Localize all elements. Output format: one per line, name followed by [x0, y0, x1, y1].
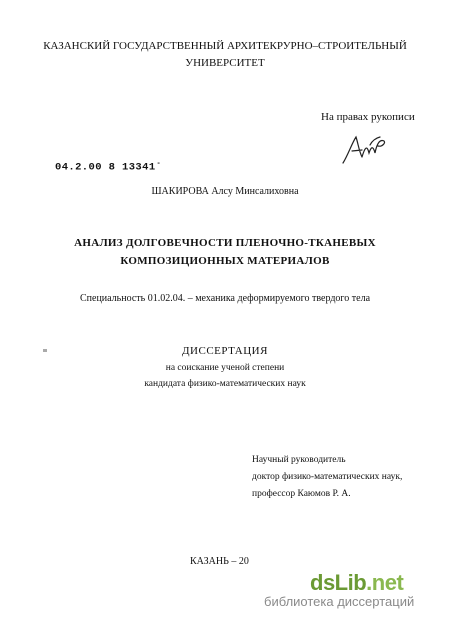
specialty: Специальность 01.02.04. – механика деформируемого твердого тела: [79, 293, 371, 304]
thesis-title-line1: АНАЛИЗ ДОЛГОВЕЧНОСТИ ПЛЕНОЧНО-ТКАНЕВЫХ: [74, 237, 376, 249]
degree-line1: на соискание ученой степени: [165, 363, 285, 373]
manuscript-rights: На правах рукописи: [321, 111, 415, 123]
dslib-logo-tld: .net: [366, 570, 404, 595]
dslib-subtitle: библиотека диссертаций: [264, 594, 415, 609]
signature-icon: [340, 133, 390, 172]
supervisor-degree: доктор физико-математических наук,: [252, 472, 403, 482]
dslib-logo-main: dsLib: [310, 570, 367, 595]
registration-code: [55, 160, 161, 174]
thesis-title-line2: КОМПОЗИЦИОННЫХ МАТЕРИАЛОВ: [120, 255, 330, 267]
registration-code-mark: -: [156, 160, 162, 168]
university-name-line1: КАЗАНСКИЙ ГОСУДАРСТВЕННЫЙ АРХИТЕКРУРНО–СТРОИТЕЛЬНЫЙ: [43, 40, 407, 52]
city-year: КАЗАНЬ – 20: [190, 556, 249, 567]
dissertation-heading: ДИССЕРТАЦИЯ: [182, 345, 268, 357]
university-name-line2: УНИВЕРСИТЕТ: [185, 57, 265, 69]
degree-line2: кандидата физико-математических наук: [144, 379, 306, 389]
dslib-logo: [310, 570, 403, 596]
author-name: ШАКИРОВА Алсу Минсалиховна: [151, 186, 299, 197]
supervisor-name: профессор Каюмов Р. А.: [252, 489, 351, 499]
supervisor-label: Научный руководитель: [252, 455, 346, 465]
registration-code-number: 04.2.00 8 13341: [55, 161, 156, 174]
